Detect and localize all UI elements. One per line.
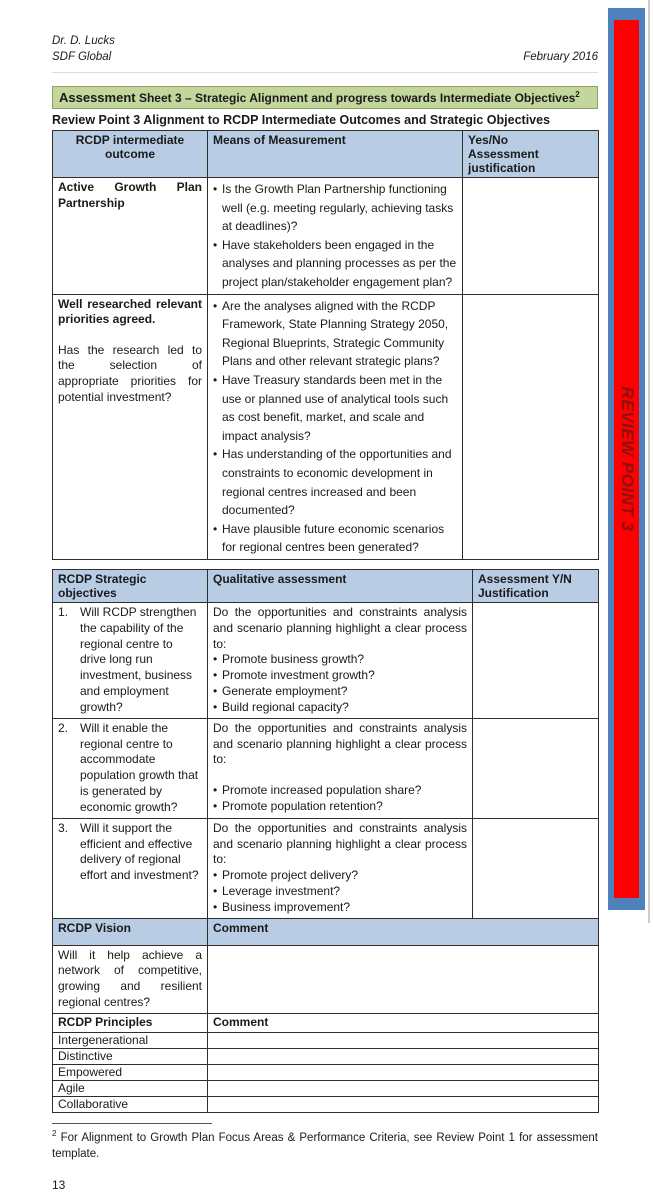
header-yesno-justification	[463, 131, 599, 178]
principle-name: Empowered	[53, 1064, 208, 1080]
page-right-edge	[648, 0, 650, 923]
outcome-cell	[53, 294, 208, 559]
document-date: February 2016	[523, 50, 598, 63]
means-bullet: • Have Treasury standards been met in the use or planned use of analytical tools such as cost benefit, market, and scale and impact analysis?	[213, 371, 457, 445]
vision-comment-field[interactable]	[208, 945, 599, 1013]
objective-cell	[53, 818, 208, 918]
qualitative-cell	[208, 818, 473, 918]
qualitative-cell	[208, 718, 473, 818]
qualitative-bullet: • Promote investment growth?	[213, 668, 467, 684]
principle-row	[53, 1080, 599, 1096]
principle-comment-field[interactable]	[208, 1032, 599, 1048]
rcdp-vision-label: RCDP Vision	[53, 918, 208, 945]
header-rcdp-strategic-objectives: RCDP Strategic objectives	[53, 569, 208, 602]
qualitative-bullet: • Build regional capacity?	[213, 700, 467, 716]
intermediate-outcomes-table	[52, 130, 599, 560]
header-yn-line1: Assessment Y/N	[478, 571, 572, 586]
header-yesno-line1: Yes/No	[468, 133, 509, 148]
header-qualitative-assessment: Qualitative assessment	[208, 569, 473, 602]
footnote	[52, 1128, 598, 1162]
title-rest: Sheet 3 – Strategic Alignment and progress towards Intermediate Objectives	[135, 91, 576, 106]
table-row	[53, 818, 599, 918]
banner-label: REVIEW POINT 3	[617, 386, 637, 532]
means-cell	[208, 178, 463, 295]
objective-text: Will it support the efficient and effective delivery of regional effort and investment?	[80, 820, 199, 883]
page-number: 13	[52, 1177, 66, 1192]
assessment-justification-field[interactable]	[463, 178, 599, 295]
assessment-yn-field[interactable]	[473, 718, 599, 818]
rcdp-principles-label: RCDP Principles	[53, 1013, 208, 1032]
objective-number: 3.	[58, 820, 69, 835]
qualitative-bullet: • Promote increased population share?	[213, 783, 467, 799]
principles-header-row	[53, 1013, 599, 1032]
outcome-question: Has the research led to the selection of appropriate priorities for potential investment?	[58, 342, 202, 404]
principle-row	[53, 1048, 599, 1064]
qualitative-intro: Do the opportunities and constraints analysis and scenario planning highlight a clear process to:	[213, 720, 467, 767]
document-header	[52, 34, 598, 73]
objective-number: 2.	[58, 720, 69, 735]
principle-name: Distinctive	[53, 1048, 208, 1064]
qualitative-cell	[208, 602, 473, 718]
table-row	[53, 718, 599, 818]
objective-text: Will it enable the regional centre to accommodate population growth that is generated by economic growth?	[80, 720, 199, 814]
footnote-separator	[52, 1123, 212, 1124]
assessment-yn-field[interactable]	[473, 602, 599, 718]
principle-name: Intergenerational	[53, 1032, 208, 1048]
header-means-of-measurement: Means of Measurement	[208, 131, 463, 178]
principle-comment-field[interactable]	[208, 1048, 599, 1064]
assessment-justification-field[interactable]	[463, 294, 599, 559]
table-header-row	[53, 569, 599, 602]
principle-comment-field[interactable]	[208, 1080, 599, 1096]
table-row	[53, 178, 599, 295]
principle-row	[53, 1096, 599, 1112]
header-assessment-yn	[473, 569, 599, 602]
footnote-text: For Alignment to Growth Plan Focus Areas & Performance Criteria, see Review Point 1 for assessment template.	[52, 1131, 598, 1160]
table-header-row	[53, 131, 599, 178]
org-name: SDF Global	[52, 50, 112, 63]
document-content	[52, 34, 598, 1192]
header-yesno-line2: Assessment justification	[468, 147, 539, 176]
principles-comment-label: Comment	[208, 1013, 599, 1032]
table-row	[53, 294, 599, 559]
objective-cell	[53, 718, 208, 818]
strategic-objectives-table	[52, 569, 599, 1113]
qualitative-intro: Do the opportunities and constraints analysis and scenario planning highlight a clear process to:	[213, 604, 467, 651]
qualitative-bullet: • Promote business growth?	[213, 652, 467, 668]
review-point-subtitle: Review Point 3 Alignment to RCDP Intermediate Outcomes and Strategic Objectives	[52, 113, 551, 128]
author-name: Dr. D. Lucks	[52, 35, 115, 47]
objective-number: 1.	[58, 604, 69, 619]
vision-question: Will it help achieve a network of competitive, growing and resilient regional centres?	[53, 945, 208, 1013]
principle-row	[53, 1064, 599, 1080]
means-bullet: • Has understanding of the opportunities and constraints to economic development in regional centres increased and been documented?	[213, 445, 457, 519]
principle-row	[53, 1032, 599, 1048]
qualitative-bullet: • Promote project delivery?	[213, 868, 467, 884]
vision-header-row	[53, 918, 599, 945]
principle-comment-field[interactable]	[208, 1096, 599, 1112]
outcome-cell	[53, 178, 208, 295]
table-row	[53, 602, 599, 718]
header-rcdp-intermediate-outcome: RCDP intermediate outcome	[53, 131, 208, 178]
objective-cell	[53, 602, 208, 718]
outcome-title: Active Growth Plan Partnership	[58, 180, 202, 210]
means-bullet: • Have stakeholders been engaged in the analyses and planning processes as per the project plan/stakeholder engagement plan?	[213, 236, 457, 292]
assessment-yn-field[interactable]	[473, 818, 599, 918]
principle-comment-field[interactable]	[208, 1064, 599, 1080]
qualitative-bullet: • Leverage investment?	[213, 884, 467, 900]
footnote-marker: 2	[52, 1128, 57, 1138]
vision-question-row	[53, 945, 599, 1013]
assessment-sheet-title	[52, 86, 598, 109]
title-footnote-ref: 2	[575, 90, 580, 100]
qualitative-bullet: • Generate employment?	[213, 684, 467, 700]
means-bullet: • Have plausible future economic scenarios for regional centres been generated?	[213, 520, 457, 557]
vision-comment-label: Comment	[208, 918, 599, 945]
outcome-title: Well researched relevant priorities agreed.	[58, 296, 202, 327]
qualitative-bullet: • Business improvement?	[213, 900, 467, 916]
qualitative-intro: Do the opportunities and constraints analysis and scenario planning highlight a clear process to:	[213, 820, 467, 867]
review-point-banner	[608, 8, 645, 910]
means-bullet: • Are the analyses aligned with the RCDP Framework, State Planning Strategy 2050, Regional Blueprints, Strategic Community Plans and other relevant strategic plans?	[213, 297, 457, 371]
principle-name: Collaborative	[53, 1096, 208, 1112]
principle-name: Agile	[53, 1080, 208, 1096]
header-yn-line2: Justification	[478, 585, 549, 600]
means-bullet: • Is the Growth Plan Partnership functioning well (e.g. meeting regularly, achieving tasks at deadlines)?	[213, 180, 457, 236]
means-cell	[208, 294, 463, 559]
objective-text: Will RCDP strengthen the capability of the regional centre to drive long run investment, business and employment growth?	[80, 604, 197, 714]
qualitative-bullet: • Promote population retention?	[213, 799, 467, 815]
title-lead: Assessment	[59, 90, 136, 106]
